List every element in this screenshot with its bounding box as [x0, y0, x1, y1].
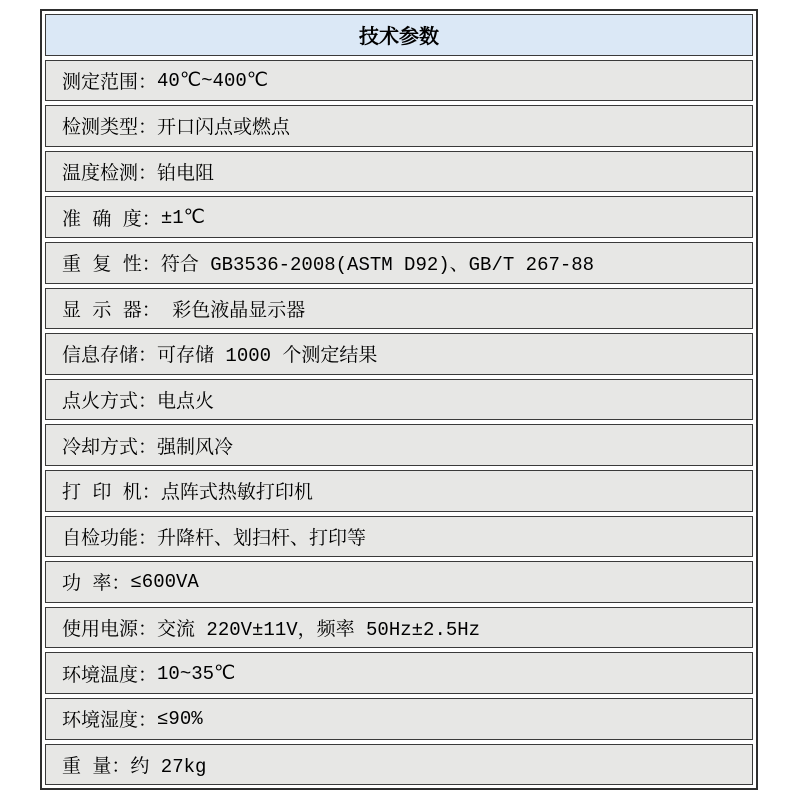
- row-label: 重 复 性：: [62, 254, 161, 277]
- row-value: ≤600VA: [130, 570, 199, 593]
- row-label: 冷却方式：: [62, 436, 158, 459]
- row-value: 40℃~400℃: [157, 69, 269, 92]
- spec-row-storage: [45, 333, 753, 375]
- spec-row-display: [45, 288, 753, 330]
- spec-row-power-supply: [45, 607, 753, 649]
- spec-row-detection-type: [45, 105, 753, 147]
- row-label: 点火方式：: [62, 391, 158, 414]
- spec-row-ambient-temperature: [45, 652, 753, 694]
- row-value: 升降杆、划扫杆、打印等: [157, 527, 367, 550]
- row-value: 交流 220V±11V，频率 50Hz±2.5Hz: [157, 619, 481, 642]
- spec-row-cooling-method: [45, 424, 753, 466]
- row-label: 温度检测：: [62, 163, 158, 186]
- table-title: 技术参数: [359, 26, 439, 50]
- row-value: 彩色液晶显示器: [160, 299, 306, 322]
- spec-row-temperature-sensor: [45, 151, 753, 193]
- spec-row-printer: [45, 470, 753, 512]
- row-value: 可存储 1000 个测定结果: [157, 345, 378, 368]
- row-value: 强制风冷: [157, 436, 234, 459]
- spec-row-ignition-method: [45, 379, 753, 421]
- row-value: 铂电阻: [157, 163, 215, 186]
- row-label: 打 印 机：: [62, 482, 161, 505]
- row-value: 点阵式热敏打印机: [160, 482, 313, 505]
- row-value: 开口闪点或燃点: [157, 117, 291, 140]
- row-value: ≤90%: [157, 707, 203, 730]
- spec-row-repeatability: [45, 242, 753, 284]
- table-header: [45, 14, 753, 56]
- row-label: 环境温度：: [62, 664, 158, 687]
- spec-row-self-check: [45, 516, 753, 558]
- spec-row-measuring-range: [45, 60, 753, 102]
- row-label: 自检功能：: [62, 527, 158, 550]
- spec-row-accuracy: [45, 196, 753, 238]
- row-label: 显 示 器：: [62, 299, 161, 322]
- row-value: 符合 GB3536-2008(ASTM D92)、GB/T 267-88: [160, 254, 595, 277]
- spec-row-weight: [45, 744, 753, 786]
- row-label: 使用电源：: [62, 619, 158, 642]
- row-label: 重 量：: [62, 755, 131, 778]
- spec-table: [40, 9, 758, 790]
- row-label: 测定范围：: [62, 71, 158, 94]
- row-label: 信息存储：: [62, 345, 158, 368]
- row-label: 功 率：: [62, 573, 131, 596]
- row-label: 准 确 度：: [62, 208, 161, 231]
- row-value: ±1℃: [160, 206, 205, 229]
- row-value: 电点火: [157, 391, 215, 414]
- spec-row-power: [45, 561, 753, 603]
- row-label: 检测类型：: [62, 117, 158, 140]
- row-label: 环境湿度：: [62, 710, 158, 733]
- spec-row-ambient-humidity: [45, 698, 753, 740]
- row-value: 10~35℃: [157, 662, 236, 685]
- row-value: 约 27kg: [130, 755, 207, 778]
